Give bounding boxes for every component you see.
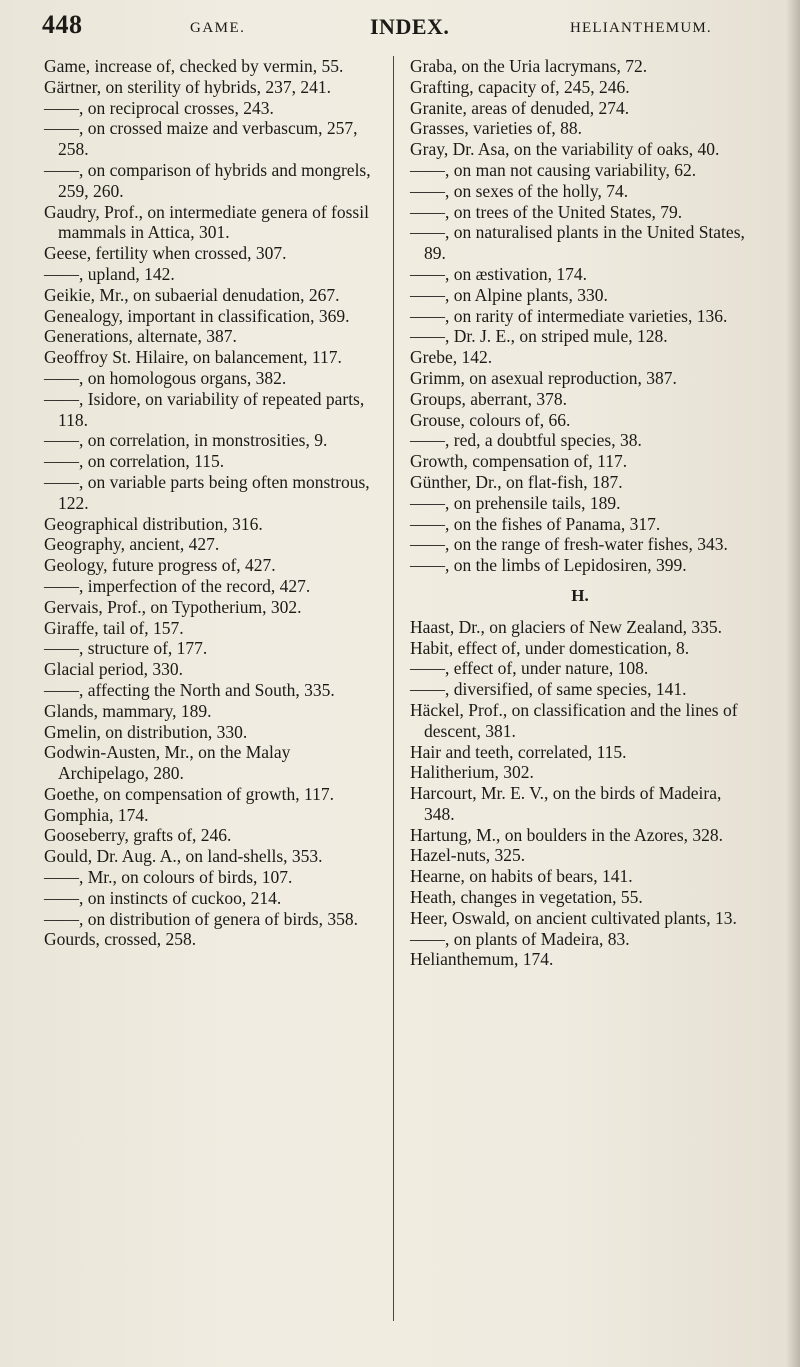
index-group-g: [410, 56, 750, 576]
index-entry: Geography, ancient, 427.: [44, 534, 220, 555]
index-entry: Günther, Dr., on flat-fish, 187.: [410, 471, 623, 492]
index-entry: Harcourt, Mr. E. V., on the birds of Madeira, 348.: [410, 783, 722, 824]
index-entry: Geology, future progress of, 427.: [44, 555, 276, 576]
index-entry: Genealogy, important in classification, 369.: [44, 305, 350, 326]
page-edge-shadow: [786, 0, 800, 1367]
index-entry: ——, effect of, under nature, 108.: [410, 658, 649, 679]
index-entry: Halitherium, 302.: [410, 762, 534, 783]
index-entry: ——, on the fishes of Panama, 317.: [410, 513, 661, 534]
index-entry: Geikie, Mr., on subaerial denudation, 267.: [44, 284, 340, 305]
index-column-right: [410, 56, 750, 970]
index-entry: ——, on prehensile tails, 189.: [410, 492, 621, 513]
index-group-h: [410, 617, 750, 971]
index-entry: ——, on instincts of cuckoo, 214.: [44, 887, 282, 908]
index-entry: Glands, mammary, 189.: [44, 700, 212, 721]
index-entry: Grasses, varieties of, 88.: [410, 118, 583, 139]
index-entry: ——, Dr. J. E., on striped mule, 128.: [410, 326, 668, 347]
index-entry: Grimm, on asexual reproduction, 387.: [410, 367, 677, 388]
index-entry: Generations, alternate, 387.: [44, 326, 237, 347]
index-entry: Gould, Dr. Aug. A., on land-shells, 353.: [44, 846, 323, 867]
index-entry: Grebe, 142.: [410, 347, 493, 368]
index-entry: Gmelin, on distribution, 330.: [44, 721, 248, 742]
index-entry: Gaudry, Prof., on intermediate genera of fossil mammals in Attica, 301.: [44, 201, 369, 243]
index-entry: ——, on plants of Madeira, 83.: [410, 928, 630, 949]
index-entry: ——, upland, 142.: [44, 263, 175, 284]
page-header: [40, 8, 760, 52]
index-entry: Hair and teeth, correlated, 115.: [410, 741, 627, 762]
index-entry: Gourds, crossed, 258.: [44, 929, 197, 950]
index-entry: Game, increase of, checked by vermin, 55.: [44, 56, 344, 76]
index-entry: ——, on sexes of the holly, 74.: [410, 180, 629, 201]
index-entry: ——, on æstivation, 174.: [410, 263, 587, 284]
index-entry: ——, on correlation, in monstrosities, 9.: [44, 430, 328, 451]
index-entry: Gervais, Prof., on Typotherium, 302.: [44, 596, 302, 617]
index-entry: ——, on comparison of hybrids and mongrels, 259, 260.: [44, 159, 371, 201]
index-entry: ——, on crossed maize and verbascum, 257, 258.: [44, 118, 358, 160]
index-entry: Habit, effect of, under domestication, 8.: [410, 637, 690, 658]
index-entry: ——, on distribution of genera of birds, 358.: [44, 908, 358, 929]
index-column-left: [44, 56, 384, 950]
index-entry: ——, on the range of fresh-water fishes, 343.: [410, 534, 728, 555]
index-entry: Haast, Dr., on glaciers of New Zealand, 335.: [410, 616, 722, 637]
index-entry: ——, on trees of the United States, 79.: [410, 201, 683, 222]
index-entry: ——, on rarity of intermediate varieties, 136.: [410, 305, 728, 326]
index-entry: ——, on homologous organs, 382.: [44, 367, 287, 388]
running-head-left: GAME.: [190, 20, 246, 36]
index-entry: ——, on the limbs of Lepidosiren, 399.: [410, 555, 687, 576]
index-entry: Geoffroy St. Hilaire, on balancement, 117.: [44, 347, 342, 368]
index-entry: Granite, areas of denuded, 274.: [410, 97, 630, 118]
index-entry: ——, structure of, 177.: [44, 638, 208, 659]
index-entry: Goethe, on compensation of growth, 117.: [44, 783, 334, 804]
index-entry: Geographical distribution, 316.: [44, 513, 263, 534]
running-head-title: INDEX.: [370, 14, 450, 39]
index-entry: Graba, on the Uria lacrymans, 72.: [410, 56, 648, 76]
index-entry: Gray, Dr. Asa, on the variability of oaks, 40.: [410, 139, 720, 160]
index-entry: ——, on Alpine plants, 330.: [410, 284, 608, 305]
column-divider: [393, 56, 394, 1321]
index-entry: Heer, Oswald, on ancient cultivated plants, 13.: [410, 907, 737, 928]
index-entry: ——, imperfection of the record, 427.: [44, 575, 311, 596]
index-entry: Grouse, colours of, 66.: [410, 409, 571, 430]
index-entry: Geese, fertility when crossed, 307.: [44, 243, 287, 264]
index-entry: ——, on naturalised plants in the United States, 89.: [410, 222, 745, 264]
index-entry: ——, diversified, of same species, 141.: [410, 679, 687, 700]
index-entry: ——, Isidore, on variability of repeated parts, 118.: [44, 388, 365, 430]
index-entry: ——, affecting the North and South, 335.: [44, 679, 335, 700]
index-entry: Growth, compensation of, 117.: [410, 451, 628, 472]
index-entry: ——, on reciprocal crosses, 243.: [44, 97, 274, 118]
index-entry: Grafting, capacity of, 245, 246.: [410, 76, 630, 97]
index-entry: Giraffe, tail of, 157.: [44, 617, 184, 638]
page-number: 448: [42, 10, 83, 39]
section-letter-h: H.: [571, 585, 589, 605]
running-head-right: HELIANTHEMUM.: [570, 20, 712, 36]
index-entry: Helianthemum, 174.: [410, 949, 554, 970]
index-entry: ——, on correlation, 115.: [44, 451, 225, 472]
index-entry: Godwin-Austen, Mr., on the Malay Archipelago, 280.: [44, 742, 291, 784]
index-entry: ——, Mr., on colours of birds, 107.: [44, 867, 293, 888]
index-entry: Hearne, on habits of bears, 141.: [410, 866, 633, 887]
index-entry: Gomphia, 174.: [44, 804, 149, 825]
index-entry: Gooseberry, grafts of, 246.: [44, 825, 232, 846]
index-entry: Glacial period, 330.: [44, 659, 183, 680]
index-entry: ——, red, a doubtful species, 38.: [410, 430, 642, 451]
index-entry: Heath, changes in vegetation, 55.: [410, 887, 643, 908]
index-entry: ——, on man not causing variability, 62.: [410, 159, 697, 180]
index-entry: Hazel-nuts, 325.: [410, 845, 526, 866]
index-entry: Hartung, M., on boulders in the Azores, 328.: [410, 824, 724, 845]
index-entry: Häckel, Prof., on classification and the lines of descent, 381.: [410, 699, 738, 741]
index-entry: Gärtner, on sterility of hybrids, 237, 241.: [44, 76, 332, 97]
index-entry: Groups, aberrant, 378.: [410, 388, 567, 409]
index-entry: ——, on variable parts being often monstrous, 122.: [44, 471, 370, 513]
